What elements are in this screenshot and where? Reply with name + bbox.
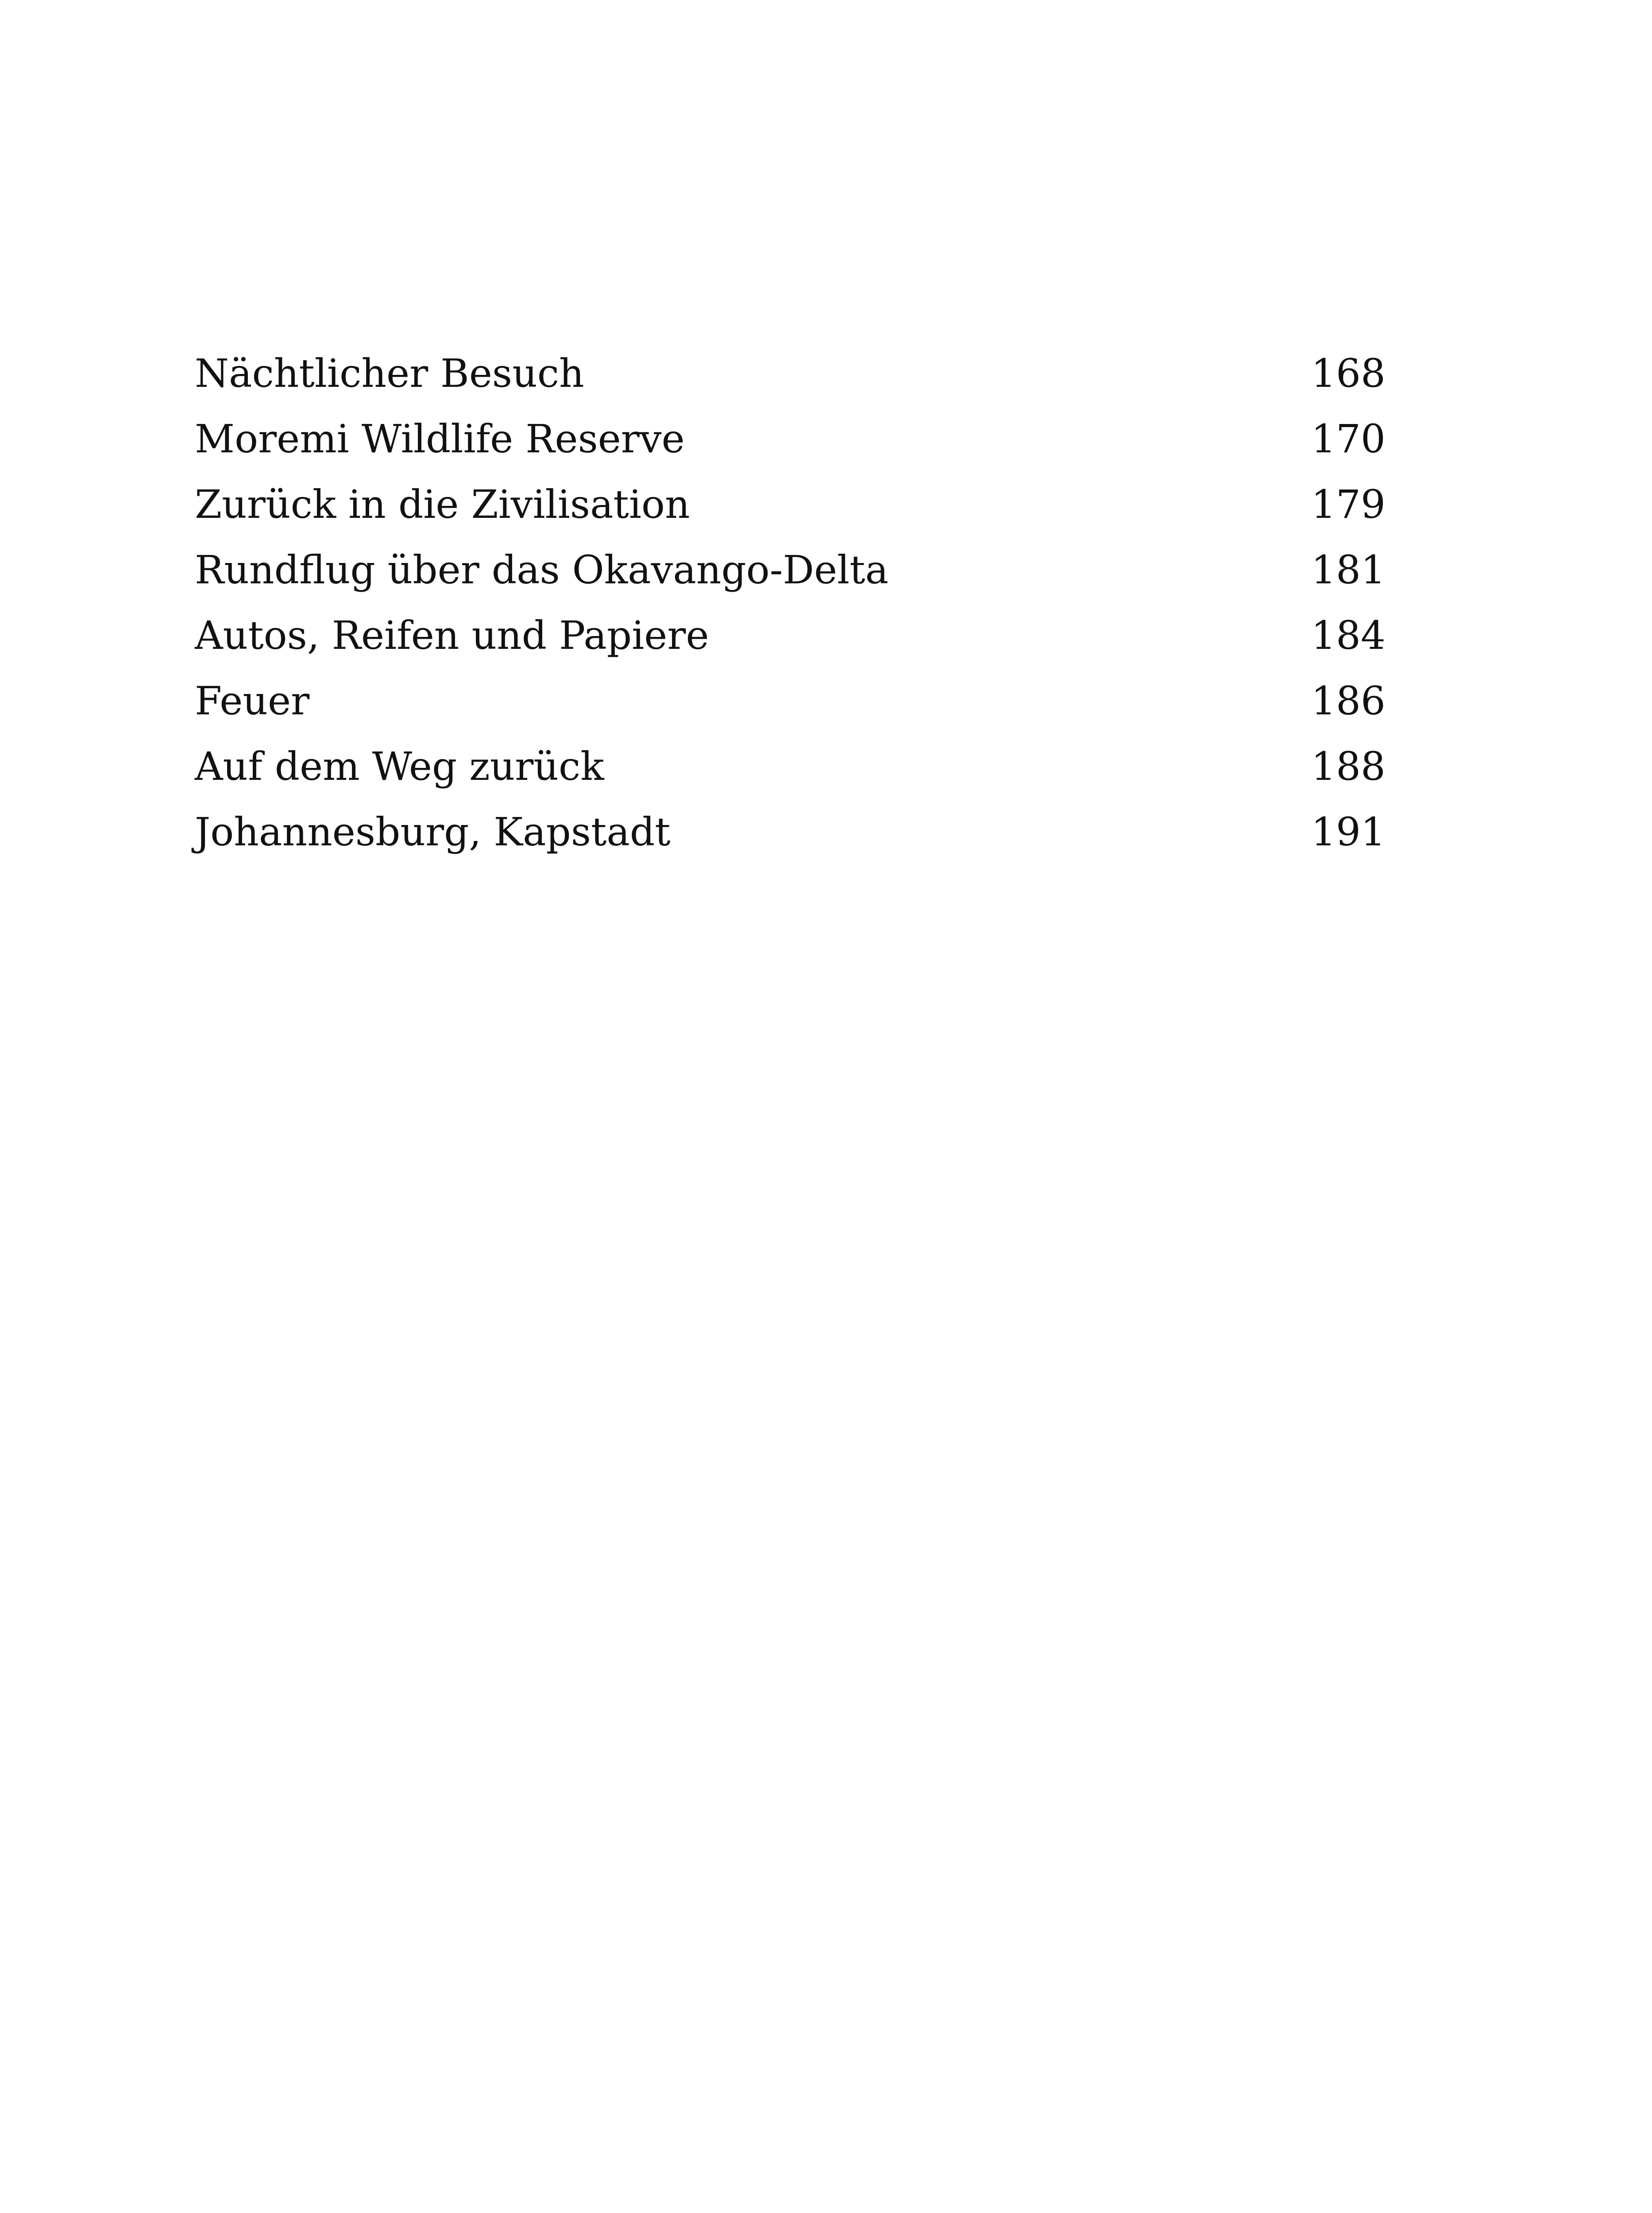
- toc-entry-title: Feuer: [195, 678, 310, 724]
- toc-entry-title: Moremi Wildlife Reserve: [195, 416, 685, 462]
- toc-entry: [195, 668, 1386, 734]
- toc-entry-title: Auf dem Weg zurück: [195, 744, 604, 789]
- toc-entry-page-number: 181: [1311, 547, 1386, 593]
- toc-entry: [195, 472, 1386, 537]
- toc-entry-title: Johannesburg, Kapstadt: [195, 809, 671, 855]
- toc-entry: [195, 537, 1386, 603]
- toc-entry-page-number: 186: [1311, 678, 1386, 724]
- toc-entry-title: Zurück in die Zivilisation: [195, 482, 690, 527]
- toc-entry-title: Nächtlicher Besuch: [195, 351, 584, 396]
- toc-entry: [195, 603, 1386, 668]
- table-of-contents: [195, 341, 1386, 865]
- toc-entry: [195, 406, 1386, 472]
- toc-entry-title: Rundflug über das Okavango-Delta: [195, 547, 889, 593]
- toc-entry-page-number: 170: [1311, 416, 1386, 462]
- toc-entry: [195, 341, 1386, 406]
- toc-entry-page-number: 188: [1311, 744, 1386, 789]
- toc-entry-page-number: 184: [1311, 613, 1386, 658]
- toc-entry-page-number: 179: [1311, 482, 1386, 527]
- toc-entry-title: Autos, Reifen und Papiere: [195, 613, 709, 658]
- toc-entry-page-number: 168: [1311, 351, 1386, 396]
- toc-entry: [195, 799, 1386, 865]
- toc-entry-page-number: 191: [1311, 809, 1386, 855]
- toc-entry: [195, 734, 1386, 799]
